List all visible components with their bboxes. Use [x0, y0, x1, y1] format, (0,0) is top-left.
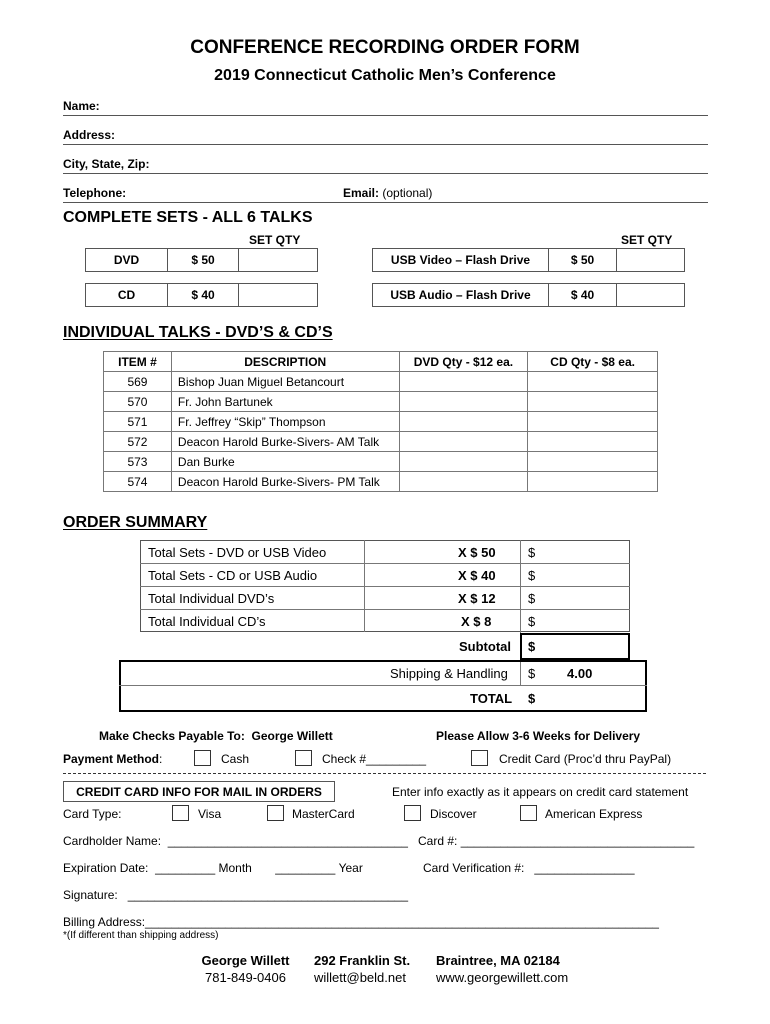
- shipping-value: 4.00: [567, 666, 593, 681]
- summary-label-ind-cd: Total Individual CD’s: [148, 614, 266, 629]
- summary-label-cd-sets: Total Sets - CD or USB Audio: [148, 568, 318, 583]
- payment-method-colon: :: [159, 752, 163, 766]
- exp-month-label: Month: [218, 861, 252, 875]
- col-description: DESCRIPTION: [171, 352, 399, 372]
- dvd-qty-cell[interactable]: [399, 452, 528, 472]
- payment-method-group: [63, 752, 162, 766]
- summary-amount-dvd-sets[interactable]: $: [528, 545, 536, 560]
- discover-label: Discover: [430, 807, 477, 821]
- cd-qty-cell[interactable]: [528, 472, 658, 492]
- mastercard-checkbox[interactable]: [267, 805, 284, 821]
- check-checkbox[interactable]: [295, 750, 312, 766]
- item-description: Deacon Harold Burke-Sivers- PM Talk: [171, 472, 399, 492]
- billing-note: *(If different than shipping address): [63, 930, 219, 941]
- cvv-label: Card Verification #:: [423, 861, 525, 875]
- set-qty-header-right: SET QTY: [621, 233, 673, 247]
- amex-checkbox[interactable]: [520, 805, 537, 821]
- cd-qty-cell[interactable]: [528, 452, 658, 472]
- table-row: [104, 412, 658, 432]
- item-number: 570: [104, 392, 172, 412]
- item-number: 569: [104, 372, 172, 392]
- individual-talks-heading: INDIVIDUAL TALKS - DVD’S & CD’S: [63, 324, 333, 341]
- usb-video-qty[interactable]: [616, 248, 685, 272]
- summary-mult-dvd-sets: X $ 50: [458, 545, 496, 560]
- exp-month-field[interactable]: _________: [155, 861, 216, 875]
- table-row: [104, 392, 658, 412]
- credit-card-label: Credit Card (Proc’d thru PayPal): [499, 752, 672, 766]
- shipping-label: Shipping & Handling: [390, 666, 508, 681]
- table-row: [104, 372, 658, 392]
- summary-mult-ind-cd: X $ 8: [461, 614, 492, 629]
- cut-line: [63, 773, 706, 774]
- usb-audio-qty[interactable]: [616, 283, 685, 307]
- footer-street: 292 Franklin St.: [314, 953, 411, 968]
- credit-card-checkbox[interactable]: [471, 750, 488, 766]
- expiration-group: [63, 861, 363, 875]
- individual-talks-table: [103, 351, 658, 492]
- dvd-qty-cell[interactable]: [399, 412, 528, 432]
- set-qty-header-left: SET QTY: [249, 233, 301, 247]
- summary-divider: [140, 586, 630, 587]
- item-description: Bishop Juan Miguel Betancourt: [171, 372, 399, 392]
- total-dollar[interactable]: $: [528, 691, 536, 706]
- cvv-group: [423, 861, 635, 875]
- summary-divider: [364, 540, 365, 632]
- card-type-label: Card Type:: [63, 807, 122, 821]
- signature-group: [63, 888, 408, 902]
- summary-mult-cd-sets: X $ 40: [458, 568, 496, 583]
- address-label: Address:: [63, 128, 116, 142]
- check-label: Check #: [322, 752, 367, 766]
- billing-label: Billing Address:: [63, 915, 146, 929]
- subtotal-box[interactable]: [520, 633, 630, 660]
- item-number: 571: [104, 412, 172, 432]
- cash-checkbox[interactable]: [194, 750, 211, 766]
- summary-mult-ind-dvd: X $ 12: [458, 591, 496, 606]
- usb-audio-price: $ 40: [548, 283, 617, 307]
- city-field[interactable]: [63, 173, 708, 174]
- cd-qty-cell[interactable]: [528, 372, 658, 392]
- subtotal-dollar: $: [528, 639, 536, 654]
- telephone-email-field[interactable]: [63, 202, 708, 203]
- footer-phone: 781-849-0406: [205, 970, 286, 985]
- cd-set-qty[interactable]: [238, 283, 318, 307]
- enter-info-note: Enter info exactly as it appears on credit card statement: [392, 785, 689, 799]
- form-title: CONFERENCE RECORDING ORDER FORM: [190, 37, 580, 58]
- visa-checkbox[interactable]: [172, 805, 189, 821]
- exp-year-field[interactable]: _________: [275, 861, 336, 875]
- dvd-qty-cell[interactable]: [399, 392, 528, 412]
- complete-sets-heading: COMPLETE SETS - ALL 6 TALKS: [63, 209, 313, 226]
- payment-method-label: Payment Method: [63, 752, 160, 766]
- subtotal-label: Subtotal: [459, 639, 511, 654]
- summary-label-dvd-sets: Total Sets - DVD or USB Video: [148, 545, 327, 560]
- table-row: [104, 472, 658, 492]
- check-number-line[interactable]: _________: [366, 752, 427, 766]
- item-description: Fr. John Bartunek: [171, 392, 399, 412]
- item-description: Dan Burke: [171, 452, 399, 472]
- footer-name: George Willett: [201, 953, 290, 968]
- amex-label: American Express: [545, 807, 643, 821]
- check-group: [322, 752, 426, 766]
- telephone-label: Telephone:: [63, 186, 127, 200]
- col-item: ITEM #: [104, 352, 172, 372]
- footer-city-web: [436, 953, 568, 985]
- cd-qty-cell[interactable]: [528, 412, 658, 432]
- summary-amount-ind-cd[interactable]: $: [528, 614, 536, 629]
- summary-label-ind-dvd: Total Individual DVD’s: [148, 591, 275, 606]
- cvv-field[interactable]: _______________: [534, 861, 635, 875]
- usb-video-price: $ 50: [548, 248, 617, 272]
- delivery-note: Please Allow 3-6 Weeks for Delivery: [436, 729, 641, 743]
- cash-label: Cash: [221, 752, 250, 766]
- exp-year-label: Year: [338, 861, 363, 875]
- table-header-row: [104, 352, 658, 372]
- mastercard-label: MasterCard: [292, 807, 355, 821]
- footer-contact: [196, 953, 295, 985]
- table-row: [104, 432, 658, 452]
- summary-amount-ind-dvd[interactable]: $: [528, 591, 536, 606]
- address-field[interactable]: [63, 144, 708, 145]
- shipping-dollar: $: [528, 666, 536, 681]
- card-number-field[interactable]: ___________________________________: [460, 834, 695, 848]
- cd-qty-cell[interactable]: [528, 392, 658, 412]
- footer-website[interactable]: www.georgewillett.com: [436, 970, 569, 985]
- item-number: 573: [104, 452, 172, 472]
- col-cd-qty: CD Qty - $8 ea.: [528, 352, 658, 372]
- usb-audio-label: USB Audio – Flash Drive: [372, 283, 549, 307]
- visa-label: Visa: [198, 807, 222, 821]
- item-description: Deacon Harold Burke-Sivers- AM Talk: [171, 432, 399, 452]
- billing-group: [63, 915, 659, 929]
- summary-divider: [119, 685, 647, 686]
- item-description: Fr. Jeffrey “Skip” Thompson: [171, 412, 399, 432]
- cardholder-label: Cardholder Name:: [63, 834, 162, 848]
- signature-label: Signature:: [63, 888, 118, 902]
- footer-city: Braintree, MA 02184: [436, 953, 560, 968]
- cardholder-group: [63, 834, 408, 848]
- dvd-set-price: $ 50: [167, 248, 239, 272]
- total-label: TOTAL: [470, 691, 513, 706]
- dvd-qty-cell[interactable]: [399, 372, 528, 392]
- discover-checkbox[interactable]: [404, 805, 421, 821]
- email-label-group: [343, 186, 432, 200]
- city-label: City, State, Zip:: [63, 157, 150, 171]
- name-label: Name:: [63, 99, 100, 113]
- credit-card-info-box: CREDIT CARD INFO FOR MAIL IN ORDERS: [63, 781, 335, 802]
- payable-group: [99, 729, 333, 743]
- usb-video-label: USB Video – Flash Drive: [372, 248, 549, 272]
- payable-label: Make Checks Payable To:: [99, 729, 245, 743]
- dvd-qty-cell[interactable]: [399, 472, 528, 492]
- payable-name: George Willett: [251, 729, 333, 743]
- email-note: (optional): [382, 186, 433, 200]
- cd-set-label: CD: [85, 283, 168, 307]
- dvd-set-qty[interactable]: [238, 248, 318, 272]
- summary-divider: [140, 563, 630, 564]
- footer-address: [314, 953, 410, 985]
- cd-set-price: $ 40: [167, 283, 239, 307]
- item-number: 574: [104, 472, 172, 492]
- signature-field[interactable]: __________________________________________: [127, 888, 409, 902]
- form-subtitle: 2019 Connecticut Catholic Men’s Conference: [214, 67, 556, 84]
- col-dvd-qty: DVD Qty - $12 ea.: [399, 352, 528, 372]
- item-number: 572: [104, 432, 172, 452]
- summary-divider: [140, 609, 630, 610]
- card-number-group: [418, 834, 694, 848]
- email-label: Email:: [343, 186, 380, 200]
- cardholder-field[interactable]: ____________________________________: [167, 834, 408, 848]
- summary-amount-cd-sets[interactable]: $: [528, 568, 536, 583]
- card-number-label: Card #:: [418, 834, 458, 848]
- order-summary-heading: ORDER SUMMARY: [63, 514, 208, 531]
- dvd-set-label: DVD: [85, 248, 168, 272]
- expiration-label: Expiration Date:: [63, 861, 149, 875]
- table-row: [104, 452, 658, 472]
- billing-field[interactable]: _____________________________________________________________________________: [145, 915, 659, 929]
- footer-email[interactable]: willett@beld.net: [314, 970, 406, 985]
- name-field[interactable]: [63, 115, 708, 116]
- cd-qty-cell[interactable]: [528, 432, 658, 452]
- dvd-qty-cell[interactable]: [399, 432, 528, 452]
